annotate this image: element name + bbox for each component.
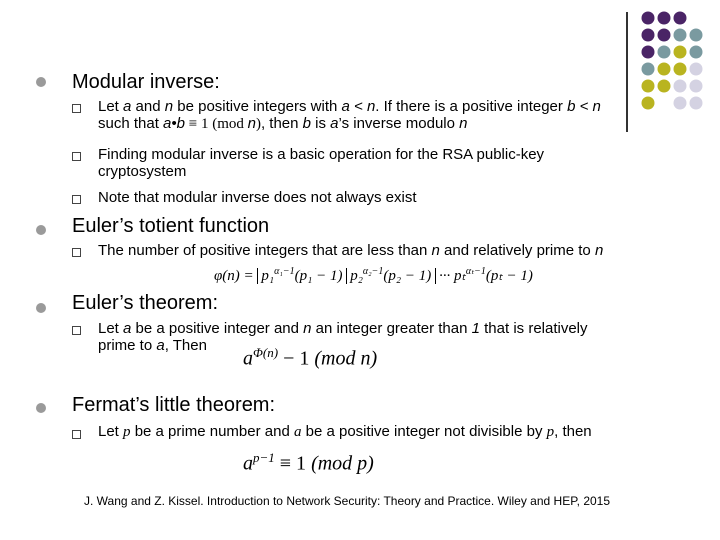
decor-dot (642, 63, 655, 76)
checkbox-bullet-icon (72, 104, 81, 113)
decor-dot (674, 29, 687, 42)
decor-dot (674, 63, 687, 76)
decor-dot (642, 12, 655, 25)
totient-formula: φ(n) = p₁$^{\alpha_1-1}$(p₁ − 1) p₂$^{\alpha_2-1}$(p₂ − 1) ··· pₜ$^{\alpha_t-1}$(pₜ − 1) (214, 266, 533, 284)
decor-dot (658, 46, 671, 59)
decor-dot (690, 63, 703, 76)
decor-dot (690, 46, 703, 59)
checkbox-bullet-icon (72, 152, 81, 161)
decor-dot (658, 80, 671, 93)
checkbox-bullet-icon (72, 430, 81, 439)
decor-dot (642, 80, 655, 93)
section-title-modular-inverse: Modular inverse: (72, 71, 220, 93)
decor-dot (658, 63, 671, 76)
decor-dot (674, 97, 687, 110)
checkbox-bullet-icon (72, 326, 81, 335)
bullet-icon (36, 403, 46, 413)
decor-dot (674, 46, 687, 59)
decor-dot (674, 12, 687, 25)
decor-dot (658, 12, 671, 25)
section-title-fermat: Fermat’s little theorem: (72, 394, 276, 416)
bullet-icon (36, 225, 46, 235)
decor-dot (690, 97, 703, 110)
euler-formula: $a^{\Phi(n)} - 1$ (mod n) (243, 345, 378, 370)
bullet-icon (36, 303, 46, 313)
bullet-icon (36, 77, 46, 87)
decor-dot (642, 46, 655, 59)
section-title-totient: Euler’s totient function (72, 215, 270, 237)
decor-dot (642, 29, 655, 42)
section-title-euler-theorem: Euler’s theorem: (72, 292, 218, 314)
totient-definition: The number of positive integers that are less than n and relatively prime to n (98, 242, 604, 259)
decor-dot (690, 29, 703, 42)
checkbox-bullet-icon (72, 248, 81, 257)
modular-inverse-definition: Let a and n be positive integers with a < n. If there is a positive integer b < n such that a•b ≡ 1 (mod n), then b is a’s inverse modulo n (98, 98, 601, 132)
modular-inverse-existence-note: Note that modular inverse does not always exist (98, 189, 417, 206)
citation: J. Wang and Z. Kissel. Introduction to Network Security: Theory and Practice. Wiley and HEP, 2015 (84, 494, 611, 508)
decor-dot (690, 80, 703, 93)
modular-inverse-rsa-note: Finding modular inverse is a basic operation for the RSA public-key cryptosystem (98, 146, 545, 180)
euler-theorem-statement: Let a be a positive integer and n an integer greater than 1 that is relatively prime to a, Then (98, 320, 588, 354)
decor-dot (658, 29, 671, 42)
fermat-statement: Let p be a prime number and a be a positive integer not divisible by p, then (98, 423, 592, 440)
decor-dot (674, 80, 687, 93)
checkbox-bullet-icon (72, 195, 81, 204)
fermat-formula: $a^{p-1} \equiv 1$ (mod p) (243, 450, 374, 475)
